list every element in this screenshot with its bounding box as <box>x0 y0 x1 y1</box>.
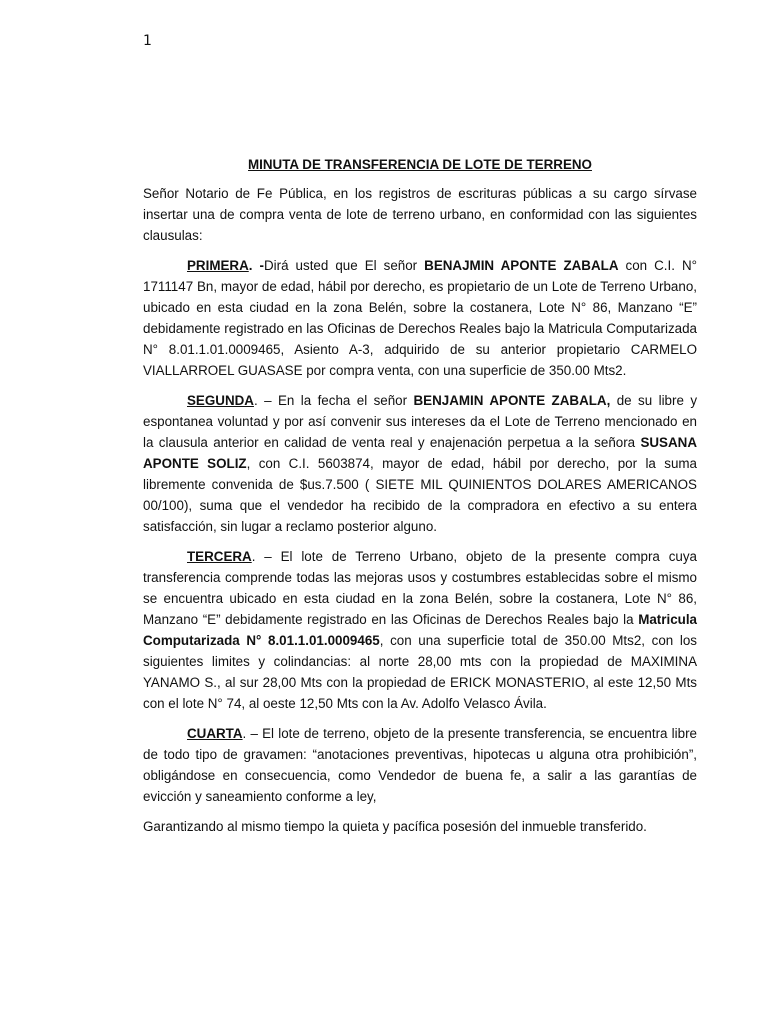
clause-segunda-text-1: . – En la fecha el señor <box>253 393 414 408</box>
buyer-name: SUSANA APONTE SOLIZ <box>143 435 697 471</box>
clause-primera-text-1: Dirá usted que El señor <box>263 258 425 273</box>
clause-tercera-label: TERCERA <box>187 549 252 564</box>
seller-name-2: BENJAMIN APONTE ZABALA, <box>413 393 611 408</box>
clause-tercera <box>143 546 697 714</box>
clause-segunda-label: SEGUNDA <box>187 393 254 408</box>
clause-cuarta <box>143 723 697 807</box>
closing-paragraph: Garantizando al mismo tiempo la quieta y pacífica posesión del inmueble transferido. <box>143 819 647 834</box>
clause-tercera-text-1: . – El lote de Terreno Urbano, objeto de la presente compra cuya transferencia comprende todas las mejoras usos y costumbres establecidas sobre el mismo se encuentra ubicado en esta ciudad en la zona Belén, sobre la costanera, Lote N° 86, Manzano “E” debidamente registrado en las Oficinas de Derechos Reales bajo la <box>143 549 697 627</box>
clause-primera-separator: . - <box>248 258 264 273</box>
clause-primera-text-2: con C.I. N° 1711147 Bn, mayor de edad, hábil por derecho, es propietario de un Lote de Terreno Urbano, ubicado en esta ciudad en la zona Belén, sobre la costanera, Lote N° 86, Manzano “E” debidamente registrado en las Oficinas de Derechos Reales bajo la Matricula Computarizada N° 8.01.1.01.0009465, Asiento A-3, adquirido de su anterior propietario CARMELO VIALLARROEL GUASASE por compra venta, con una superficie de 350.00 Mts2. <box>143 258 698 378</box>
seller-name: BENAJMIN APONTE ZABALA <box>424 258 619 273</box>
clause-primera <box>143 255 697 381</box>
clause-primera-label: PRIMERA <box>187 258 249 273</box>
clause-segunda-text-3: , con C.I. 5603874, mayor de edad, hábil por derecho, por la suma libremente convenida de $us.7.500 ( SIETE MIL QUINIENTOS DOLARES AMERICANOS 00/100), suma que el vendedor ha recibido de la compradora en efectivo a su entera satisfacción, sin lugar a reclamo posterior alguno. <box>143 456 697 534</box>
clause-segunda <box>143 390 697 537</box>
clause-tercera-text-2: , con una superficie total de 350.00 Mts2, con los siguientes limites y colindancias: al norte 28,00 mts con la propiedad de MAXIMINA YANAMO S., al sur 28,00 Mts con la propiedad de ERICK MONASTERIO, al este 12,50 Mts con el lote N° 74, al oeste 12,50 Mts con la Av. Adolfo Velasco Ávila. <box>143 633 697 711</box>
document-title: MINUTA DE TRANSFERENCIA DE LOTE DE TERRENO <box>248 157 592 172</box>
intro-paragraph: Señor Notario de Fe Pública, en los registros de escrituras públicas a su cargo sírvase insertar una de compra venta de lote de terreno urbano, en conformidad con las siguientes clausulas: <box>143 186 697 243</box>
clause-cuarta-text-1: . – El lote de terreno, objeto de la presente transferencia, se encuentra libre de todo tipo de gravamen: “anotaciones preventivas, hipotecas u alguna otra prohibición”, obligándose en consecuencia, como Vendedor de buena fe, a salir a las garantías de evicción y saneamiento conforme a ley, <box>143 726 697 804</box>
document-body <box>143 154 697 846</box>
clause-cuarta-label: CUARTA <box>187 726 243 741</box>
page-number: 1 <box>143 33 152 49</box>
clause-segunda-text-2: de su libre y espontanea voluntad y por así convenir sus intereses da el Lote de Terreno mencionado en la clausula anterior en calidad de venta real y enajenación perpetua a la señora <box>143 393 698 450</box>
registry-number: Matricula Computarizada N° 8.01.1.01.0009465 <box>143 612 697 648</box>
